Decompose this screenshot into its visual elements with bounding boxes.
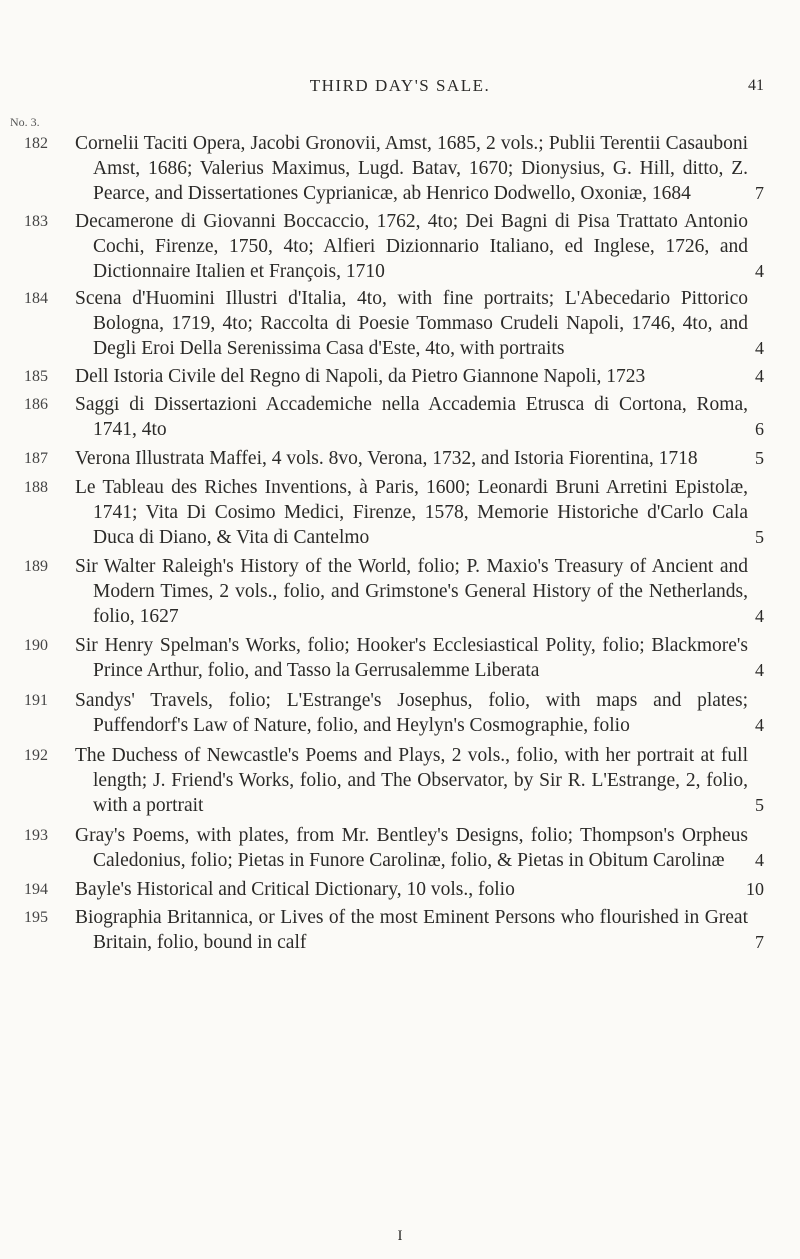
catalogue-entry (0, 446, 800, 471)
lot-description: Bayle's Historical and Critical Dictionary, 10 vols., folio (75, 879, 515, 900)
lot-description: Biographia Britannica, or Lives of the most Eminent Persons who flourished in Great Britain, folio, bound in calf (75, 907, 748, 953)
lot-price: 5 (755, 527, 764, 547)
lot-number: 183 (24, 213, 48, 230)
lot-price: 6 (755, 419, 764, 439)
catalogue-entry (0, 209, 800, 284)
lot-description: Le Tableau des Riches Inventions, à Paris, 1600; Leonardi Bruni Arretini Epistolæ, 1741; Vita Di Cosimo Medici, Firenze, 1578, Memorie Historiche d'Carlo Cala Duca di Diano, & Vita di Cantelmo (75, 477, 748, 548)
page-number: 41 (748, 77, 764, 94)
lot-description: Sir Henry Spelman's Works, folio; Hooker's Ecclesiastical Polity, folio; Blackmore's Prince Arthur, folio, and Tasso la Gerrusalemme Liberata (75, 635, 748, 681)
signature-mark: I (397, 1228, 403, 1244)
catalogue-entry (0, 688, 800, 738)
lot-number: 189 (24, 558, 48, 575)
lot-price: 5 (755, 448, 764, 468)
lot-price: 5 (755, 795, 764, 815)
lot-price: 4 (755, 715, 764, 735)
lot-description: Dell Istoria Civile del Regno di Napoli, da Pietro Giannone Napoli, 1723 (75, 366, 646, 387)
lot-price: 7 (755, 932, 764, 952)
lot-column-label: No. 3. (10, 115, 40, 129)
lot-description: Scena d'Huomini Illustri d'Italia, 4to, with fine portraits; L'Abecedario Pittorico Bologna, 1719, 4to; Raccolta di Poesie Tommaso Crudeli Napoli, 1746, 4to, and Degli Eroi Della Serenissima Casa d'Este, 4to, with portraits (75, 288, 748, 359)
lot-number: 184 (24, 290, 48, 307)
lot-description: Sandys' Travels, folio; L'Estrange's Josephus, folio, with maps and plates; Puffendorf's Law of Nature, folio, and Heylyn's Cosmographie, folio (75, 690, 748, 736)
catalogue-entry (0, 877, 800, 902)
lot-price: 4 (755, 660, 764, 680)
lot-description: Gray's Poems, with plates, from Mr. Bentley's Designs, folio; Thompson's Orpheus Caledonius, folio; Pietas in Funore Carolinæ, folio, & Pietas in Obitum Carolinæ (75, 825, 748, 871)
lot-description: Verona Illustrata Maffei, 4 vols. 8vo, Verona, 1732, and Istoria Fiorentina, 1718 (75, 448, 698, 469)
lot-price: 4 (755, 366, 764, 386)
lot-number: 185 (24, 368, 48, 385)
lot-number: 194 (24, 881, 48, 898)
catalogue-entry (0, 131, 800, 206)
page-header (0, 74, 800, 104)
lot-number: 193 (24, 827, 48, 844)
lot-description: Decamerone di Giovanni Boccaccio, 1762, 4to; Dei Bagni di Pisa Trattato Antonio Cochi, Firenze, 1750, 4to; Alfieri Dizionnario Italiano, ed Inglese, 1726, and Dictionnaire Italien et François, 1710 (75, 211, 748, 282)
lot-description: Saggi di Dissertazioni Accademiche nella Accademia Etrusca di Cortona, Roma, 1741, 4to (75, 394, 748, 440)
catalogue-entry (0, 364, 800, 389)
catalogue-entries (0, 131, 800, 955)
catalogue-entry (0, 392, 800, 442)
lot-number: 195 (24, 909, 48, 926)
catalogue-entry (0, 823, 800, 873)
lot-description: Cornelii Taciti Opera, Jacobi Gronovii, Amst, 1685, 2 vols.; Publii Terentii Casauboni Amst, 1686; Valerius Maximus, Lugd. Batav, 1670; Dionysius, G. Hill, ditto, Z. Pearce, and Dissertationes Cyprianicæ, ab Henrico Dodwello, Oxoniæ, 1684 (75, 133, 748, 204)
lot-number: 188 (24, 479, 48, 496)
catalogue-entry (0, 743, 800, 818)
lot-number: 186 (24, 396, 48, 413)
lot-number: 192 (24, 747, 48, 764)
lot-description: Sir Walter Raleigh's History of the World, folio; P. Maxio's Treasury of Ancient and Modern Times, 2 vols., folio, and Grimstone's General History of the Netherlands, folio, 1627 (75, 556, 748, 627)
catalogue-entry (0, 633, 800, 683)
lot-number: 187 (24, 450, 48, 467)
lot-number: 191 (24, 692, 48, 709)
catalogue-entry (0, 554, 800, 629)
lot-number: 190 (24, 637, 48, 654)
catalogue-entry (0, 475, 800, 550)
running-head: THIRD DAY'S SALE. (309, 76, 491, 95)
catalogue-entry (0, 286, 800, 361)
lot-price: 10 (746, 879, 764, 899)
lot-price: 7 (755, 183, 764, 203)
catalogue-entry (0, 905, 800, 955)
lot-price: 4 (755, 606, 764, 626)
lot-price: 4 (755, 850, 764, 870)
lot-price: 4 (755, 338, 764, 358)
lot-price: 4 (755, 261, 764, 281)
lot-description: The Duchess of Newcastle's Poems and Plays, 2 vols., folio, with her portrait at full length; J. Friend's Works, folio, and The Observator, by Sir R. L'Estrange, 2, folio, with a portrait (75, 745, 748, 816)
lot-number: 182 (24, 135, 48, 152)
